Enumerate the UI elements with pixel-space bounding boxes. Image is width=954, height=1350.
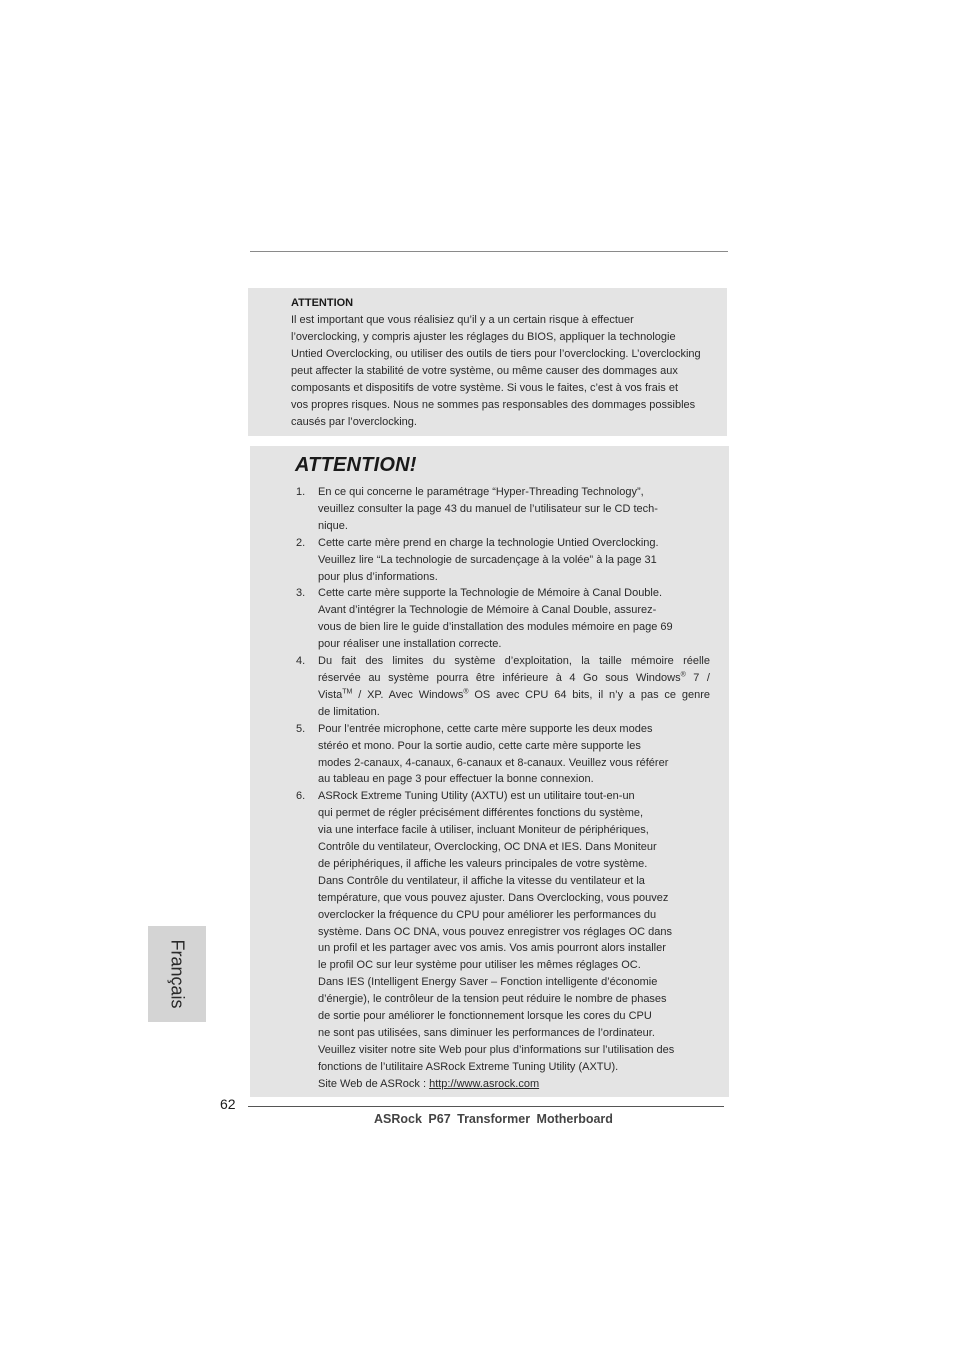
item-line: d’énergie), le contrôleur de la tension peut réduire le nombre de phases — [318, 993, 667, 1006]
list-item — [290, 585, 710, 653]
item-number: 5. — [296, 722, 306, 735]
item-line: Contrôle du ventilateur, Overclocking, OC DNA et IES. Dans Moniteur — [318, 841, 657, 854]
item-line: Dans Contrôle du ventilateur, il affiche la vitesse du ventilateur et la — [318, 874, 645, 887]
item-line: un profil et les partager avec vos amis. Vos amis pourront alors installer — [318, 942, 666, 955]
item-line: Du fait des limites du système d’exploitation, la taille mémoire réelle — [318, 655, 710, 668]
warning-line: l’overclocking, y compris ajuster les réglages du BIOS, appliquer la technologie — [291, 331, 676, 343]
item-line: système. Dans OC DNA, vous pouvez enregistrer vos réglages OC dans — [318, 925, 672, 938]
item-text: Vista — [318, 688, 343, 701]
item-number: 4. — [296, 655, 306, 668]
top-rule — [250, 251, 728, 252]
warning-line: Il est important que vous réalisiez qu’il y a un certain risque à effectuer — [291, 314, 634, 326]
list-item — [290, 653, 710, 721]
item-line: veuillez consulter la page 43 du manuel de l’utilisateur sur le CD tech- — [318, 502, 658, 515]
list-item — [290, 721, 710, 789]
item-line: modes 2-canaux, 4-canaux, 6-canaux et 8-canaux. Veuillez vous référer — [318, 756, 669, 769]
warning-line: causés par l’overclocking. — [291, 416, 417, 428]
page-number: 62 — [220, 1096, 236, 1112]
item-line: fonctions de l’utilitaire ASRock Extreme Tuning Utility (AXTU). — [318, 1060, 619, 1073]
item-number: 2. — [296, 536, 306, 549]
item-line: ASRock Extreme Tuning Utility (AXTU) est un utilitaire tout-en-un — [318, 790, 635, 803]
item-line: En ce qui concerne le paramétrage “Hyper-Threading Technology”, — [318, 486, 644, 498]
item-line: overclocker la fréquence du CPU pour améliorer les performances du — [318, 908, 657, 921]
item-line: de limitation. — [318, 705, 380, 718]
overclocking-warning-box — [248, 288, 727, 436]
warning-line: vos propres risques. Nous ne sommes pas responsables des dommages possibles — [291, 399, 696, 411]
item-line: pour réaliser une installation correcte. — [318, 638, 502, 651]
item-line: vous de bien lire le guide d’installation des modules mémoire en page 69 — [318, 621, 673, 634]
footer-title: ASRock P67 Transformer Motherboard — [374, 1112, 613, 1126]
item-line — [318, 670, 710, 687]
item-text: réservée au système pourra être inférieure à 4 Go sous Windows — [318, 671, 681, 684]
warning-line: peut affecter la stabilité de votre système, ou même causer des dommages aux — [291, 365, 678, 377]
item-line: au tableau en page 3 pour effectuer la bonne connexion. — [318, 773, 594, 786]
item-line: le profil OC sur leur système pour utiliser les mêmes réglages OC. — [318, 959, 641, 972]
warning-title: ATTENTION — [291, 297, 354, 309]
attention-box — [250, 446, 729, 1097]
attention-list — [290, 484, 710, 1093]
item-line: Veuillez lire “La technologie de surcadençage à la volée” à la page 31 — [318, 553, 657, 566]
item-line: nique. — [318, 519, 348, 532]
item-line: via une interface facile à utiliser, incluant Moniteur de périphériques, — [318, 824, 649, 837]
item-line: de périphériques, il affiche les valeurs principales de votre système. — [318, 857, 648, 870]
registered-mark: ® — [463, 688, 469, 696]
trademark-mark: TM — [342, 688, 353, 696]
attention-title: ATTENTION! — [295, 454, 417, 476]
item-line: ne sont pas utilisées, sans diminuer les performances de l’ordinateur. — [318, 1027, 655, 1039]
registered-mark: ® — [680, 671, 686, 679]
item-text: 7 / — [685, 671, 710, 684]
list-item — [290, 788, 710, 1092]
warning-line: composants et dispositifs de votre système. Si vous le faites, c’est à vos frais et — [291, 382, 678, 394]
asrock-website-link[interactable]: http://www.asrock.com — [429, 1077, 540, 1090]
language-label: Français — [167, 939, 188, 1009]
item-number: 6. — [296, 790, 306, 803]
item-line: pour plus d’informations. — [318, 570, 438, 583]
item-line: Cette carte mère prend en charge la technologie Untied Overclocking. — [318, 536, 659, 549]
list-item — [290, 484, 710, 535]
site-label: Site Web de ASRock : — [318, 1077, 430, 1090]
warning-line: Untied Overclocking, ou utiliser des outils de tiers pour l’overclocking. L’overclocking — [291, 348, 701, 360]
language-side-tab — [148, 926, 206, 1022]
item-line: Pour l’entrée microphone, cette carte mère supporte les deux modes — [318, 722, 653, 735]
item-line: température, que vous pouvez ajuster. Dans Overclocking, vous pouvez — [318, 891, 669, 904]
item-line: stéréo et mono. Pour la sortie audio, cette carte mère supporte les — [318, 739, 641, 752]
item-number: 3. — [296, 587, 306, 600]
item-line — [318, 687, 710, 704]
item-line: Dans IES (Intelligent Energy Saver – Fonction intelligente d’économie — [318, 976, 658, 989]
item-line — [318, 1076, 710, 1093]
item-line: Veuillez visiter notre site Web pour plus d’informations sur l’utilisation des — [318, 1043, 675, 1056]
item-line: Cette carte mère supporte la Technologie de Mémoire à Canal Double. — [318, 587, 663, 600]
item-line: Avant d’intégrer la Technologie de Mémoire à Canal Double, assurez- — [318, 604, 657, 617]
item-text: / XP. Avec Windows — [352, 688, 464, 701]
list-item — [290, 535, 710, 586]
item-line: qui permet de régler précisément différentes fonctions du système, — [318, 807, 644, 820]
item-text: OS avec CPU 64 bits, il n’y a pas ce genre — [468, 688, 711, 701]
bottom-rule — [248, 1106, 724, 1107]
item-line: de sortie pour améliorer le fonctionnement lorsque les cores du CPU — [318, 1010, 652, 1023]
item-number: 1. — [296, 486, 306, 498]
